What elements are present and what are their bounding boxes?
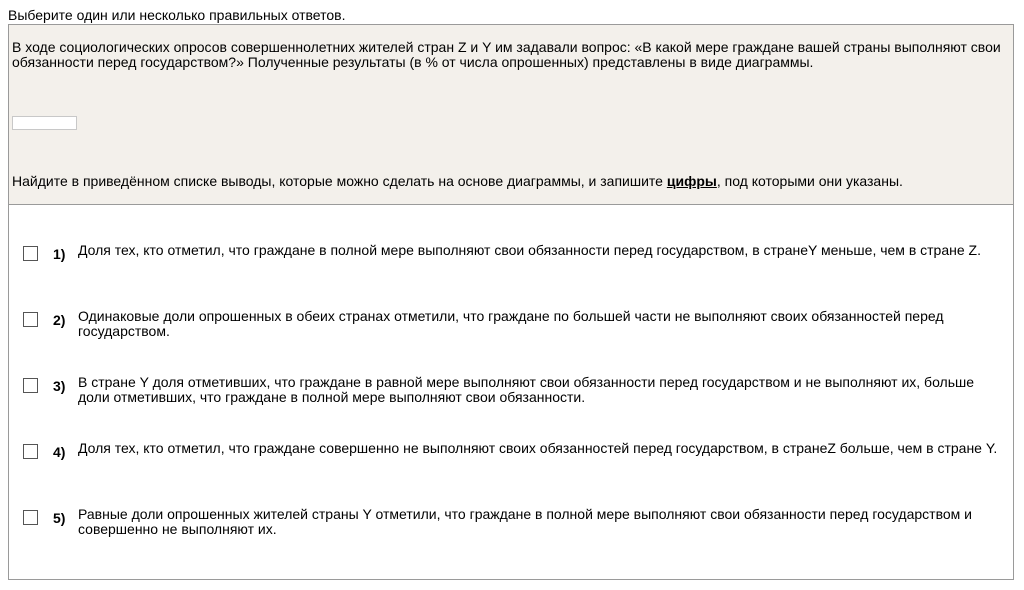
task-statement: [9, 25, 1013, 205]
task-frame: [8, 24, 1014, 580]
option-1-checkbox[interactable]: [23, 246, 38, 261]
option-2-checkbox[interactable]: [23, 312, 38, 327]
option-5-text: Равные доли опрошенных жителей страны Y отметили, что граждане в полной мере выполняют свои обязанности перед государством и совершенно не выполняют их.: [78, 506, 972, 537]
option-1-text: Доля тех, кто отметил, что граждане в полной мере выполняют свои обязанности перед государством, в странеY меньше, чем в стране Z.: [78, 242, 981, 258]
question-text: В ходе социологических опросов совершеннолетних жителей стран Z и Y им задавали вопрос: «В какой мере граждане вашей страны выполняют свои обязанности перед государством?» Полученные результаты (в % от числа опрошенных) представлены в виде диаграммы.: [12, 39, 1001, 70]
option-5-number: 5): [53, 510, 66, 526]
task-prompt: [12, 173, 1012, 189]
option-3-checkbox[interactable]: [23, 378, 38, 393]
prompt-text-before: Найдите в приведённом списке выводы, которые можно сделать на основе диаграммы, и запишите: [12, 173, 667, 189]
option-4-checkbox[interactable]: [23, 444, 38, 459]
chart-image-placeholder: [12, 116, 77, 130]
prompt-text-after: , под которыми они указаны.: [716, 173, 903, 189]
option-4-number: 4): [53, 444, 66, 460]
option-4-text: Доля тех, кто отметил, что граждане совершенно не выполняют своих обязанностей перед государством, в странеZ больше, чем в стране Y.: [78, 440, 998, 456]
option-2-text: Одинаковые доли опрошенных в обеих странах отметили, что граждане по большей части не выполняют своих обязанностей перед государством.: [78, 308, 944, 339]
option-3-number: 3): [53, 378, 66, 394]
option-2-number: 2): [53, 312, 66, 328]
option-3-text: В стране Y доля отметивших, что граждане в равной мере выполняют свои обязанности перед государством и не выполняют их, больше доли отметивших, что граждане в полной мере выполняют свои обязанности.: [78, 374, 975, 405]
prompt-emphasis: цифры: [666, 173, 717, 189]
option-1-number: 1): [53, 246, 66, 262]
option-5-checkbox[interactable]: [23, 510, 38, 525]
instruction-text: Выберите один или несколько правильных ответов.: [8, 7, 346, 23]
